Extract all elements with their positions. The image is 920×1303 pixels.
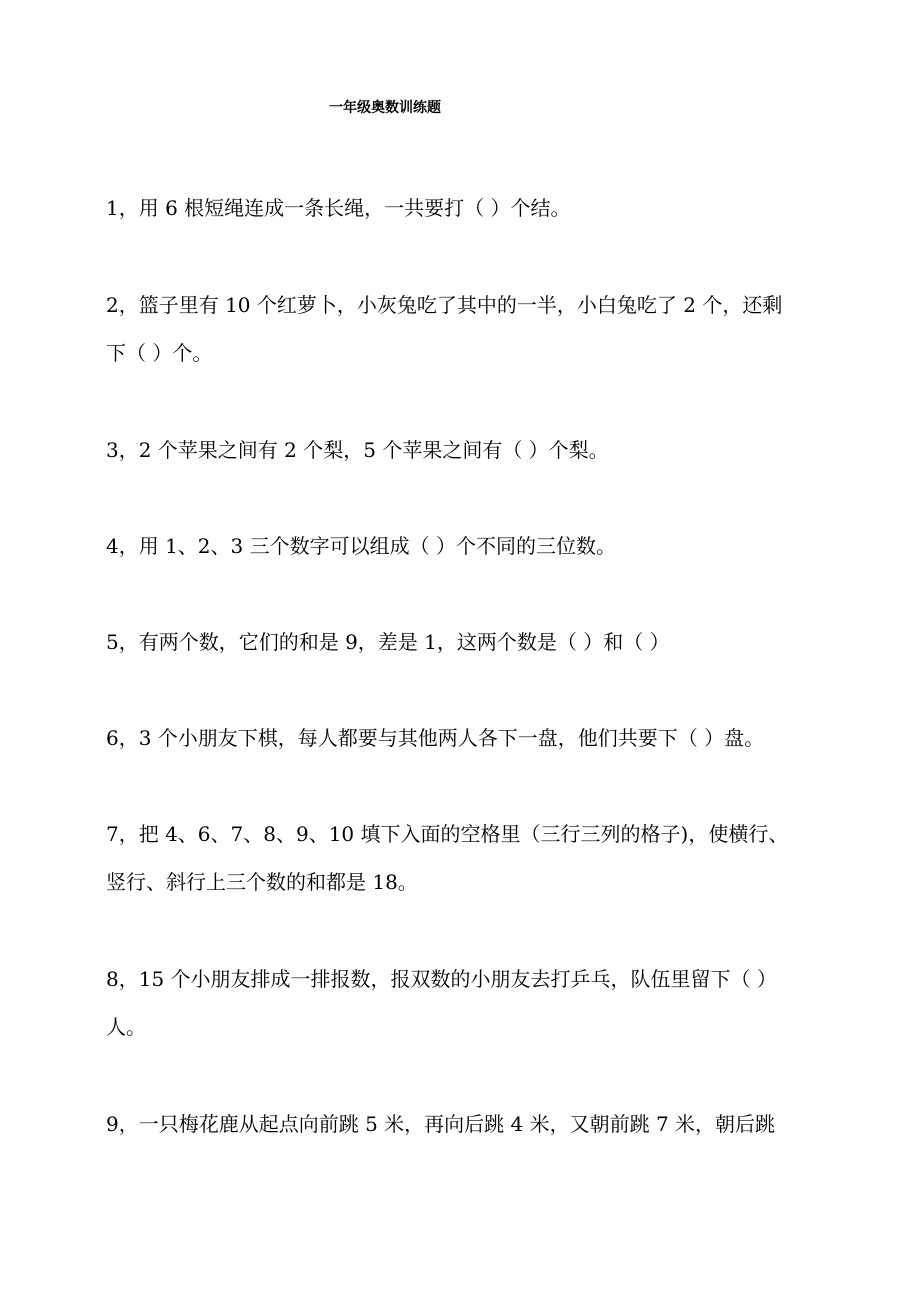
question-line: 4，用 1、2、3 三个数字可以组成（ ）个不同的三位数。 [106, 534, 616, 558]
question-line: 3，2 个苹果之间有 2 个梨，5 个苹果之间有（ ）个梨。 [106, 438, 609, 462]
question-line: 5，有两个数，它们的和是 9，差是 1，这两个数是（ ）和（ ） [106, 630, 670, 654]
question-5 [106, 618, 822, 666]
question-4 [106, 522, 822, 570]
question-6 [106, 714, 822, 762]
question-8 [106, 955, 822, 1051]
document-title: 一年级奥数训练题 [329, 100, 441, 116]
question-line: 6，3 个小朋友下棋，每人都要与其他两人各下一盘，他们共要下（ ）盘。 [106, 726, 765, 750]
question-9 [106, 1100, 822, 1148]
question-line: 1，用 6 根短绳连成一条长绳，一共要打（ ）个结。 [106, 196, 571, 220]
question-line: 8，15 个小朋友排成一排报数，报双数的小朋友去打乒乓，队伍里留下（ ） [106, 967, 777, 991]
question-line: 竖行、斜行上三个数的和都是 18。 [106, 870, 418, 894]
question-line: 9，一只梅花鹿从起点向前跳 5 米，再向后跳 4 米，又朝前跳 7 米，朝后跳 [106, 1112, 776, 1136]
question-line: 人。 [106, 1015, 146, 1039]
question-1 [106, 184, 822, 232]
question-2 [106, 281, 822, 377]
question-line: 2，篮子里有 10 个红萝卜，小灰兔吃了其中的一半，小白兔吃了 2 个，还剩 [106, 293, 783, 317]
question-line: 下（ ）个。 [106, 341, 213, 365]
question-7 [106, 810, 822, 906]
question-line: 7，把 4、6、7、8、9、10 填下入面的空格里（三行三列的格子)，使横行、 [106, 822, 789, 846]
question-3 [106, 426, 822, 474]
